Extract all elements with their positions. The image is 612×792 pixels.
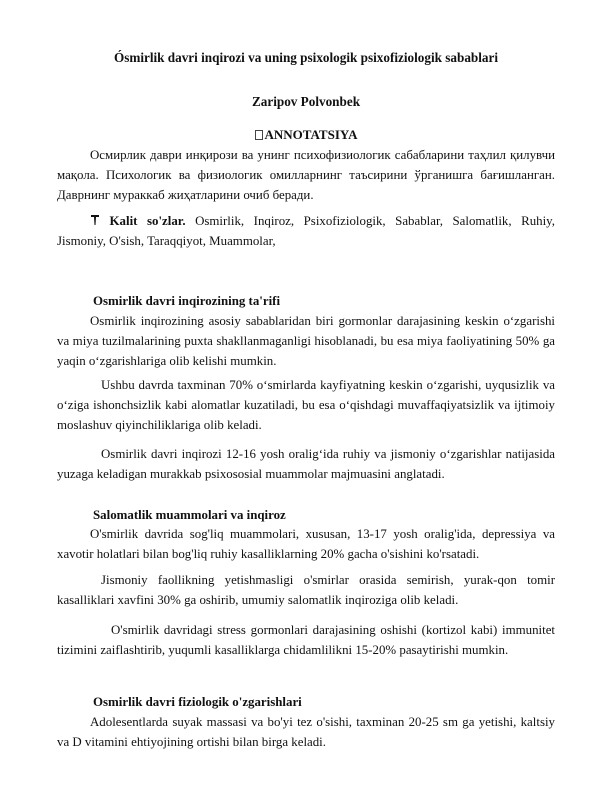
annotation-heading-text: ANNOTATSIYA <box>264 127 358 142</box>
section-paragraph: Osmirlik inqirozining asosiy sabablaridan biri gormonlar darajasining keskin o‘zgarishi va miya tuzilmalarining puxta shakllanmaganligi hisoblanadi, bu esa miya faoliyatining 50% ga yaqin o‘zgarishlariga olib kelishi mumkin. <box>57 314 555 368</box>
section-body <box>57 524 555 564</box>
author-name: Zaripov Polvonbek <box>251 94 361 109</box>
section-paragraph: Ushbu davrda taxminan 70% o‘smirlarda kayfiyatning keskin o‘zgarishi, uyqusizlik va o‘ziga ishonchsizlik kabi alomatlar kuzatiladi, bu esa o‘qishdagi muvaffaqiyatsizlik va ijtimoiy moslashuv qiyinchiliklariga olib keladi. <box>57 378 555 432</box>
annotation-paragraph: Осмирлик даври инқирози ва унинг психофизиологик сабабларини таҳлил қилувчи мақола. Психологик ва физиологик омилларнинг таъсирини ўрганишга бағишланган. Даврнинг мураккаб жиҳатларини очиб беради. <box>57 148 555 202</box>
section-body <box>57 620 555 660</box>
section-heading: Osmirlik davri inqirozining ta'rifi <box>93 294 281 308</box>
section-body <box>57 375 555 435</box>
keywords-list: Osmirlik, Inqiroz, Psixofiziologik, Sabablar, Salomatlik, Ruhiy, Jismoniy, O'sish, Taraqqiyot, Muammolar, <box>57 214 555 248</box>
section-paragraph: O'smirlik davridagi stress gormonlari darajasining oshishi (kortizol kabi) immunitet tizimini zaiflashtirib, yuqumli kasalliklarga chidamlilikni 15-20% pasaytirishi mumkin. <box>57 623 555 657</box>
section-heading: Salomatlik muammolari va inqiroz <box>93 508 286 522</box>
section-body <box>57 570 555 610</box>
keywords-paragraph <box>57 211 555 251</box>
section-paragraph: Jismoniy faollikning yetishmasligi o'smirlar orasida semirish, yurak-qon tomir kasalliklari xavfini 30% ga oshirib, umumiy salomatlik inqiroziga olib keladi. <box>57 573 555 607</box>
pin-icon <box>90 214 100 226</box>
document-title: Ósmirlik davri inqirozi va uning psixologik psixofiziologik sabablari <box>113 50 499 65</box>
section-paragraph: O'smirlik davrida sog'liq muammolari, xususan, 13-17 yosh oralig'ida, depressiya va xavotir holatlari bilan bog'liq ruhiy kasalliklarning 20% gacha o'sishini ko'rsatadi. <box>57 527 555 561</box>
keywords <box>57 211 555 251</box>
placeholder-box-icon <box>255 130 263 140</box>
annotation-text <box>57 145 555 205</box>
section-body <box>57 444 555 484</box>
section-paragraph: Adolesentlarda suyak massasi va bo'yi tez o'sishi, taxminan 20-25 sm ga yetishi, kaltsiy va D vitamini ehtiyojining ortishi bilan birga keladi. <box>57 715 555 749</box>
section-paragraph: Osmirlik davri inqirozi 12-16 yosh oralig‘ida ruhiy va jismoniy o‘zgarishlar natijasida yuzaga keladigan murakkab psixososial muammolar majmuasini anglatadi. <box>57 447 555 481</box>
section-body <box>57 712 555 752</box>
section-heading: Osmirlik davri fiziologik o'zgarishlari <box>93 695 302 709</box>
section-body <box>57 311 555 371</box>
keywords-label: Kalit so'zlar. <box>109 214 186 228</box>
annotation-heading <box>0 127 612 143</box>
